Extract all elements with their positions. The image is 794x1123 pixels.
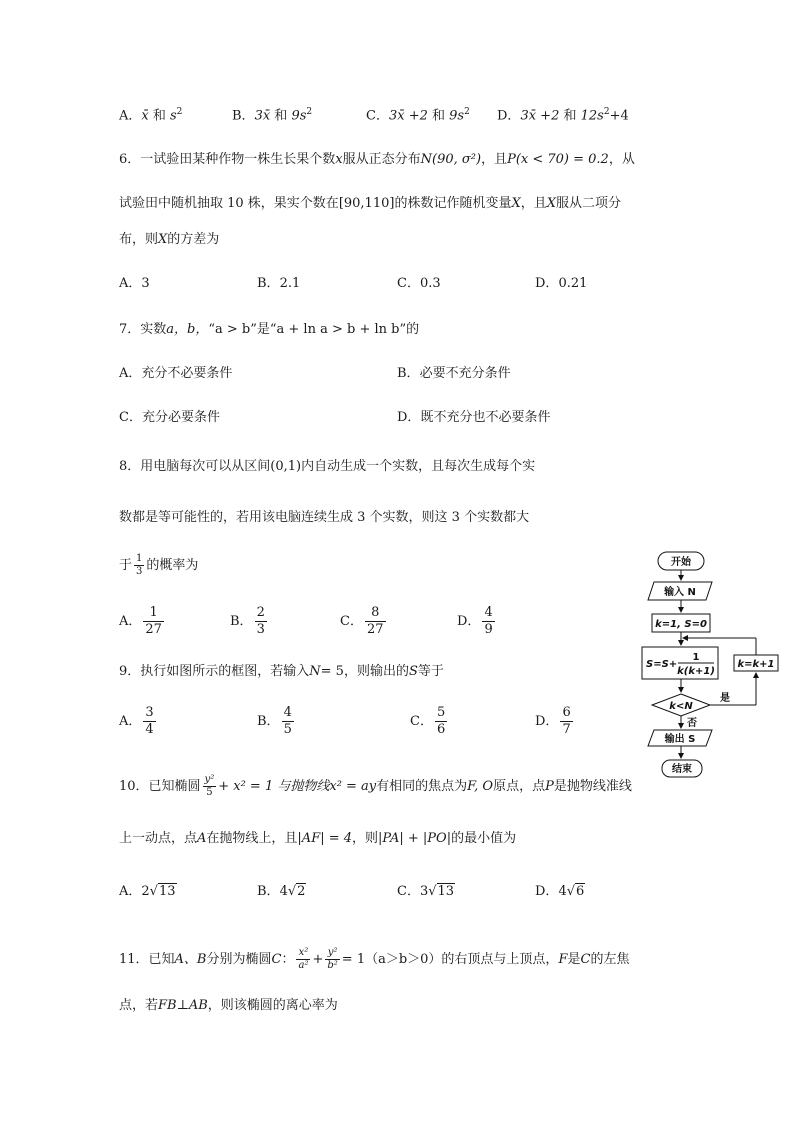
flowchart-increment-label: k=k+1 <box>737 659 775 670</box>
q9-option-d: D． $\frac{6}{7}$ <box>535 705 571 737</box>
q6-option-d: D．0.21 <box>535 276 588 291</box>
q7-option-c: C．充分必要条件 <box>119 410 220 425</box>
q10-option-c: C．3√13 <box>397 884 455 899</box>
q6-option-c: C．0.3 <box>397 276 441 291</box>
flowchart <box>632 548 782 780</box>
q10-stem-line1: 10．已知椭圆 $\frac{\text{y²}}{5}$ + x² = 1 与抛物线x² = ay有相同的焦点为F, O原点，点P是抛物线准线 <box>119 774 632 798</box>
q5-option-d: D．3x̄ +2 和 $12s^2+4$ <box>497 107 629 124</box>
q8-stem-line3: 于 $\frac{1}{3}$ 的概率为 <box>119 553 199 577</box>
q5-option-b: B．3x̄ 和 $9s^2$ <box>232 107 313 124</box>
q9-option-b: B． $\frac{4}{5}$ <box>257 705 292 737</box>
q8-option-d: D． $\frac{4}{9}$ <box>457 605 493 637</box>
q7-stem: 7．实数a，b，“a > b”是“a + ln a > b + ln b”的 <box>119 322 420 337</box>
q5-option-a: A．x̄ 和 $s^2$ <box>119 107 183 124</box>
q11-stem-line2: 点，若FB⊥AB，则该椭圆的离心率为 <box>119 998 338 1013</box>
q7-option-a: A．充分不必要条件 <box>119 366 233 381</box>
q7-option-b: B．必要不充分条件 <box>397 366 511 381</box>
q9-option-a: A． $\frac{3}{4}$ <box>119 705 154 737</box>
q6-stem-line3: 布，则X的方差为 <box>119 232 220 247</box>
flowchart-condition-label: k<N <box>669 701 693 712</box>
flowchart-no-label: 否 <box>687 718 697 729</box>
q9-stem: 9．执行如图所示的框图，若输入N= 5，则输出的S等于 <box>119 664 444 679</box>
q5-option-c: C．3x̄ +2 和 $9s^2$ <box>366 107 470 124</box>
flowchart-update-denominator: k(k+1) <box>677 666 715 677</box>
flowchart-init-label: k=1, S=0 <box>655 619 707 630</box>
flowchart-update-numerator: 1 <box>692 652 700 663</box>
q6-option-b: B．2.1 <box>257 276 301 291</box>
q10-option-b: B．4√2 <box>257 884 306 899</box>
q8-option-a: A． $\frac{1}{27}$ <box>119 605 162 637</box>
q8-stem-line1: 8．用电脑每次可以从区间(0,1)内自动生成一个实数，且每次生成每个实 <box>119 459 536 474</box>
q6-option-a: A．3 <box>119 276 150 291</box>
q6-stem-line1: 6．一试验田某种作物一株生长果个数x服从正态分布N(90, σ²)，且P(x < 70) = 0.2，从 <box>119 152 635 167</box>
q8-stem-line2: 数都是等可能性的，若用该电脑连续生成 3 个实数，则这 3 个实数都大 <box>119 510 530 525</box>
q8-option-c: C． $\frac{8}{27}$ <box>340 605 384 637</box>
flowchart-yes-label: 是 <box>720 693 730 704</box>
q7-option-d: D．既不充分也不必要条件 <box>397 410 551 425</box>
flowchart-output-label: 输出 S <box>664 734 696 745</box>
flowchart-end-label: 结束 <box>672 764 692 775</box>
q11-stem-line1: 11．已知A、B分别为椭圆C： $\frac{\text{x²}}{\text{a²}}$ + $\frac{\text{y²}}{\text{b²}}$ = 1（a＞b＞0）的右顶点与上顶点，F是C的左焦 <box>119 947 630 971</box>
q6-stem-line2: 试验田中随机抽取 10 株，果实个数在[90,110]的株数记作随机变量X，且X服从二项分 <box>119 196 622 211</box>
flowchart-input-label: 输入 N <box>664 587 696 598</box>
q10-stem-line2: 上一动点，点A在抛物线上，且|AF| = 4，则|PA| + |PO|的最小值为 <box>119 831 517 846</box>
q8-option-b: B． $\frac{2}{3}$ <box>230 605 265 637</box>
q10-option-a: A．2√13 <box>119 884 176 899</box>
flowchart-update-prefix: S=S+ <box>646 659 678 670</box>
flowchart-start-label: 开始 <box>671 557 691 568</box>
q10-option-d: D．4√6 <box>535 884 585 899</box>
q9-option-c: C． $\frac{5}{6}$ <box>410 705 446 737</box>
